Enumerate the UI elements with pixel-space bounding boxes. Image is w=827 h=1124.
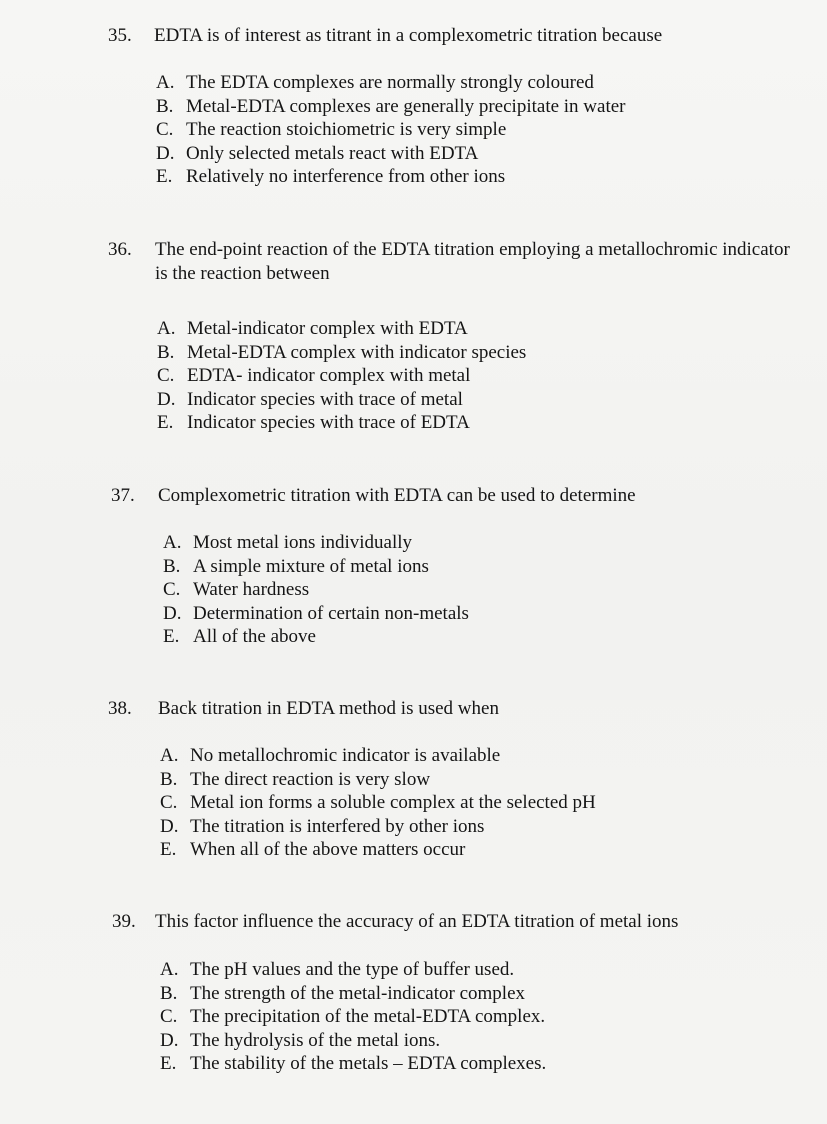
option-text: EDTA- indicator complex with metal	[187, 365, 471, 387]
option-letter: C.	[160, 1006, 178, 1028]
option-letter: B.	[156, 95, 174, 117]
option-letter: D.	[163, 602, 182, 624]
option-e[interactable]	[156, 165, 626, 189]
option-d[interactable]	[156, 142, 626, 166]
option-d[interactable]	[157, 388, 526, 412]
question-number: 35.	[108, 25, 132, 46]
option-letter: A.	[156, 72, 175, 93]
option-text: Indicator species with trace of metal	[187, 388, 463, 410]
option-text: Metal-EDTA complexes are generally precipitate in water	[186, 95, 626, 117]
question-stem: Back titration in EDTA method is used when	[158, 698, 499, 719]
option-letter: C.	[163, 579, 181, 601]
option-text: When all of the above matters occur	[190, 839, 466, 861]
option-text: The strength of the metal-indicator complex	[190, 982, 526, 1004]
option-e[interactable]	[160, 838, 596, 862]
option-text: Only selected metals react with EDTA	[186, 142, 479, 164]
option-text: The stability of the metals – EDTA complexes.	[190, 1053, 547, 1075]
option-c[interactable]	[160, 791, 596, 815]
option-text: The titration is interfered by other ions	[190, 815, 485, 837]
option-text: Metal ion forms a soluble complex at the selected pH	[190, 792, 596, 814]
option-letter: C.	[157, 365, 175, 387]
question-stem: The end-point reaction of the EDTA titration employing a metallochromic indicator is the reaction between	[155, 239, 790, 284]
question-number: 38.	[108, 698, 132, 719]
option-text: Water hardness	[193, 579, 310, 601]
option-b[interactable]	[160, 768, 596, 792]
option-text: Metal-indicator complex with EDTA	[187, 318, 468, 339]
option-a[interactable]	[156, 71, 626, 95]
option-d[interactable]	[163, 602, 469, 626]
option-e[interactable]	[160, 1052, 546, 1076]
option-letter: C.	[156, 119, 174, 141]
option-e[interactable]	[157, 411, 526, 435]
option-list	[157, 317, 526, 435]
option-a[interactable]	[160, 958, 546, 982]
option-letter: B.	[163, 555, 181, 577]
question-stem: This factor influence the accuracy of an EDTA titration of metal ions	[155, 911, 679, 932]
option-letter: A.	[157, 318, 176, 339]
option-text: Relatively no interference from other ions	[186, 166, 506, 188]
option-c[interactable]	[160, 1005, 546, 1029]
question-number: 36.	[108, 239, 132, 260]
option-c[interactable]	[156, 118, 626, 142]
option-letter: B.	[160, 982, 178, 1004]
option-list	[156, 71, 626, 189]
option-b[interactable]	[160, 982, 546, 1006]
option-letter: D.	[157, 388, 176, 410]
option-letter: E.	[160, 839, 177, 861]
option-letter: A.	[163, 532, 182, 553]
question-number: 39.	[112, 911, 136, 932]
option-letter: E.	[157, 412, 174, 434]
option-letter: E.	[163, 626, 180, 648]
option-letter: D.	[160, 815, 179, 837]
option-text: No metallochromic indicator is available	[190, 745, 501, 766]
option-text: The EDTA complexes are normally strongly coloured	[186, 72, 594, 93]
option-text: The direct reaction is very slow	[190, 768, 431, 790]
option-list	[160, 958, 546, 1076]
option-text: The reaction stoichiometric is very simple	[186, 119, 507, 141]
option-a[interactable]	[163, 531, 469, 555]
option-b[interactable]	[157, 341, 526, 365]
option-e[interactable]	[163, 625, 469, 649]
option-text: Indicator species with trace of EDTA	[187, 412, 470, 434]
option-letter: B.	[160, 768, 178, 790]
question-number: 37.	[111, 485, 135, 506]
option-b[interactable]	[156, 95, 626, 119]
option-text: A simple mixture of metal ions	[193, 555, 429, 577]
option-text: Metal-EDTA complex with indicator species	[187, 341, 527, 363]
option-letter: A.	[160, 959, 179, 980]
option-d[interactable]	[160, 815, 596, 839]
option-letter: D.	[156, 142, 175, 164]
question-stem: EDTA is of interest as titrant in a complexometric titration because	[154, 25, 663, 46]
option-letter: D.	[160, 1029, 179, 1051]
option-text: Most metal ions individually	[193, 532, 413, 553]
option-d[interactable]	[160, 1029, 546, 1053]
option-c[interactable]	[157, 364, 526, 388]
option-a[interactable]	[160, 744, 596, 768]
option-letter: E.	[156, 166, 173, 188]
option-letter: E.	[160, 1053, 177, 1075]
option-list	[163, 531, 469, 649]
option-letter: A.	[160, 745, 179, 766]
option-c[interactable]	[163, 578, 469, 602]
option-a[interactable]	[157, 317, 526, 341]
option-list	[160, 744, 596, 862]
option-letter: B.	[157, 341, 175, 363]
option-text: Determination of certain non-metals	[193, 602, 469, 624]
option-b[interactable]	[163, 555, 469, 579]
option-text: The pH values and the type of buffer used.	[190, 959, 515, 980]
option-text: All of the above	[193, 626, 316, 648]
option-text: The precipitation of the metal-EDTA complex.	[190, 1006, 546, 1028]
option-text: The hydrolysis of the metal ions.	[190, 1029, 441, 1051]
option-letter: C.	[160, 792, 178, 814]
question-stem: Complexometric titration with EDTA can be used to determine	[158, 485, 636, 506]
